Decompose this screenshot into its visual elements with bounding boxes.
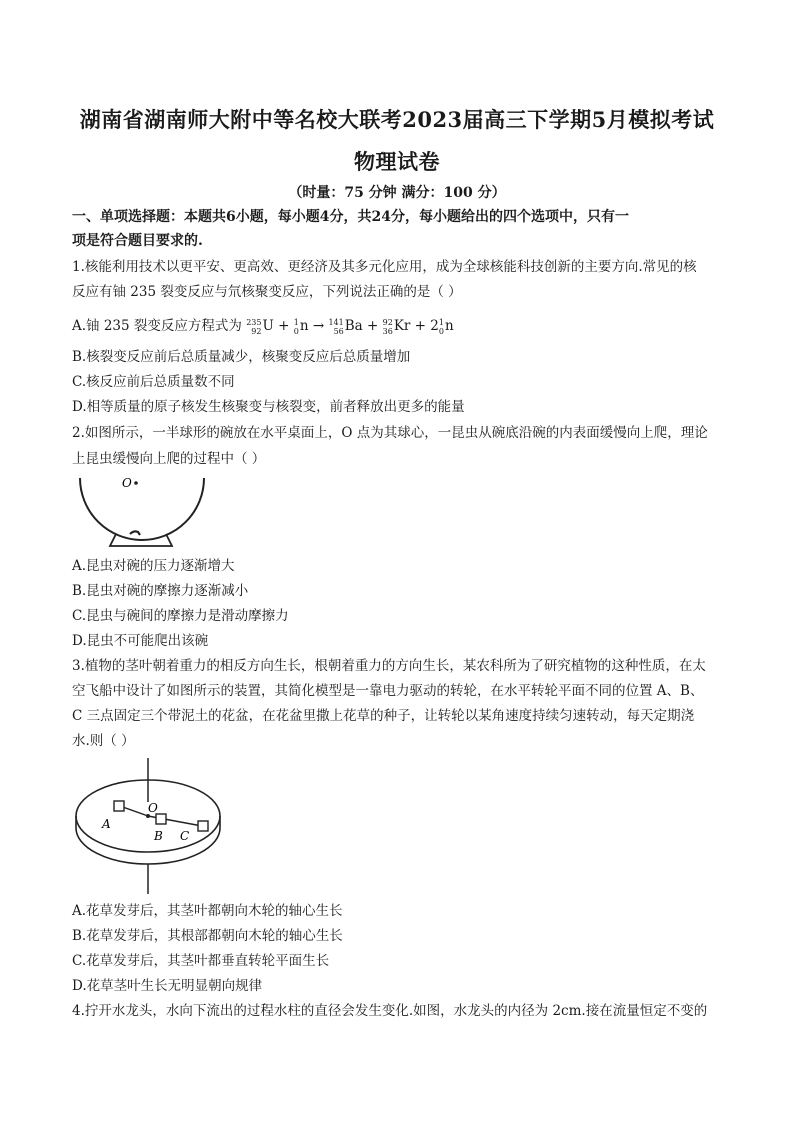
nuclide-u235: 235 92 bbox=[246, 317, 262, 336]
pot-c bbox=[198, 821, 208, 831]
insect bbox=[130, 531, 140, 535]
q3-stem-cont: 空飞船中设计了如图所示的装置，其简化模型是一靠电力驱动的转轮，在水平转轮平面不同的位置 A、B、 bbox=[72, 683, 704, 699]
label-c: C bbox=[180, 829, 190, 843]
q2-option-b: B.昆虫对碗的摩擦力逐渐减小 bbox=[72, 583, 249, 599]
q4-stem: 4.拧开水龙头，水向下流出的过程水柱的直径会发生变化.如图，水龙头的内径为 2cm.接在流量恒定不变的 bbox=[72, 1003, 708, 1019]
q2-stem-cont: 上昆虫缓慢向上爬的过程中（ ） bbox=[72, 451, 266, 467]
section-heading: 一、单项选择题：本题共6小题，每小题4分，共24分，每小题给出的四个选项中，只有一 bbox=[72, 209, 629, 225]
bowl-center-point bbox=[134, 481, 138, 485]
q3-option-a: A.花草发芽后，其茎叶都朝向木轮的轴心生长 bbox=[72, 903, 343, 919]
turntable-figure bbox=[72, 756, 232, 896]
label-b: B bbox=[154, 829, 163, 843]
q3-option-d: D.花草茎叶生长无明显朝向规律 bbox=[72, 978, 263, 994]
q1-option-a: A.铀 235 裂变反应方程式为 235 92 U + 1 0 n → 141 56 Ba + 92 36 Kr + 2 1 0 n bbox=[72, 317, 454, 336]
pot-a bbox=[114, 801, 124, 811]
q3-option-b: B.花草发芽后，其根部都朝向木轮的轴心生长 bbox=[72, 928, 343, 944]
q1-stem-cont: 反应有铀 235 裂变反应与氘核聚变反应，下列说法正确的是（ ） bbox=[72, 284, 462, 300]
exam-title: 湖南省湖南师大附中等名校大联考2023届高三下学期5月模拟考试 bbox=[79, 107, 715, 132]
q2-stem: 2.如图所示，一半球形的碗放在水平桌面上，O 点为其球心，一昆虫从碗底沿碗的内表面缓慢向上爬，理论 bbox=[72, 425, 708, 441]
bowl-outline bbox=[80, 478, 204, 540]
q1-option-d: D.相等质量的原子核发生核聚变与核裂变，前者释放出更多的能量 bbox=[72, 399, 465, 415]
label-a: A bbox=[102, 817, 111, 831]
reaction-arrow: → bbox=[312, 318, 325, 334]
nuclide-ba141: 141 56 bbox=[328, 317, 344, 336]
label-o: O bbox=[148, 801, 158, 815]
nuclide-neutron: 1 0 bbox=[293, 317, 299, 336]
q3-stem: 3.植物的茎叶朝着重力的相反方向生长，根朝着重力的方向生长，某农科所为了研究植物的这种性质，在太 bbox=[72, 658, 706, 674]
q3-stem-cont-2: C 三点固定三个带泥土的花盆，在花盆里撒上花草的种子，让转轮以某角速度持续匀速转动，每天定期浇 bbox=[72, 708, 695, 724]
q1-stem: 1.核能利用技术以更平安、更高效、更经济及其多元化应用，成为全球核能科技创新的主要方向.常见的核 bbox=[72, 259, 697, 275]
nuclide-neutron-2: 1 0 bbox=[438, 317, 444, 336]
nuclide-kr92: 92 36 bbox=[382, 317, 393, 336]
q1-option-c: C.核反应前后总质量数不同 bbox=[72, 374, 235, 390]
q2-option-c: C.昆虫与碗间的摩擦力是滑动摩擦力 bbox=[72, 608, 289, 624]
exam-time-score: （时量：75 分钟 满分：100 分） bbox=[288, 185, 506, 201]
q3-stem-cont-3: 水.则（ ） bbox=[72, 733, 135, 749]
q2-option-a: A.昆虫对碗的压力逐渐增大 bbox=[72, 558, 235, 574]
q3-option-c: C.花草发芽后，其茎叶都垂直转轮平面生长 bbox=[72, 953, 330, 969]
q1-option-a-prefix: A.铀 235 裂变反应方程式为 bbox=[72, 318, 242, 334]
bowl-center-label: O bbox=[122, 476, 132, 490]
q2-option-d: D.昆虫不可能爬出该碗 bbox=[72, 633, 209, 649]
section-heading-cont: 项是符合题目要求的. bbox=[72, 233, 203, 249]
exam-subject-title: 物理试卷 bbox=[354, 149, 440, 174]
pot-b bbox=[156, 814, 166, 824]
q1-option-b: B.核裂变反应前后总质量减少，核聚变反应后总质量增加 bbox=[72, 349, 411, 365]
bowl-figure bbox=[72, 474, 212, 552]
